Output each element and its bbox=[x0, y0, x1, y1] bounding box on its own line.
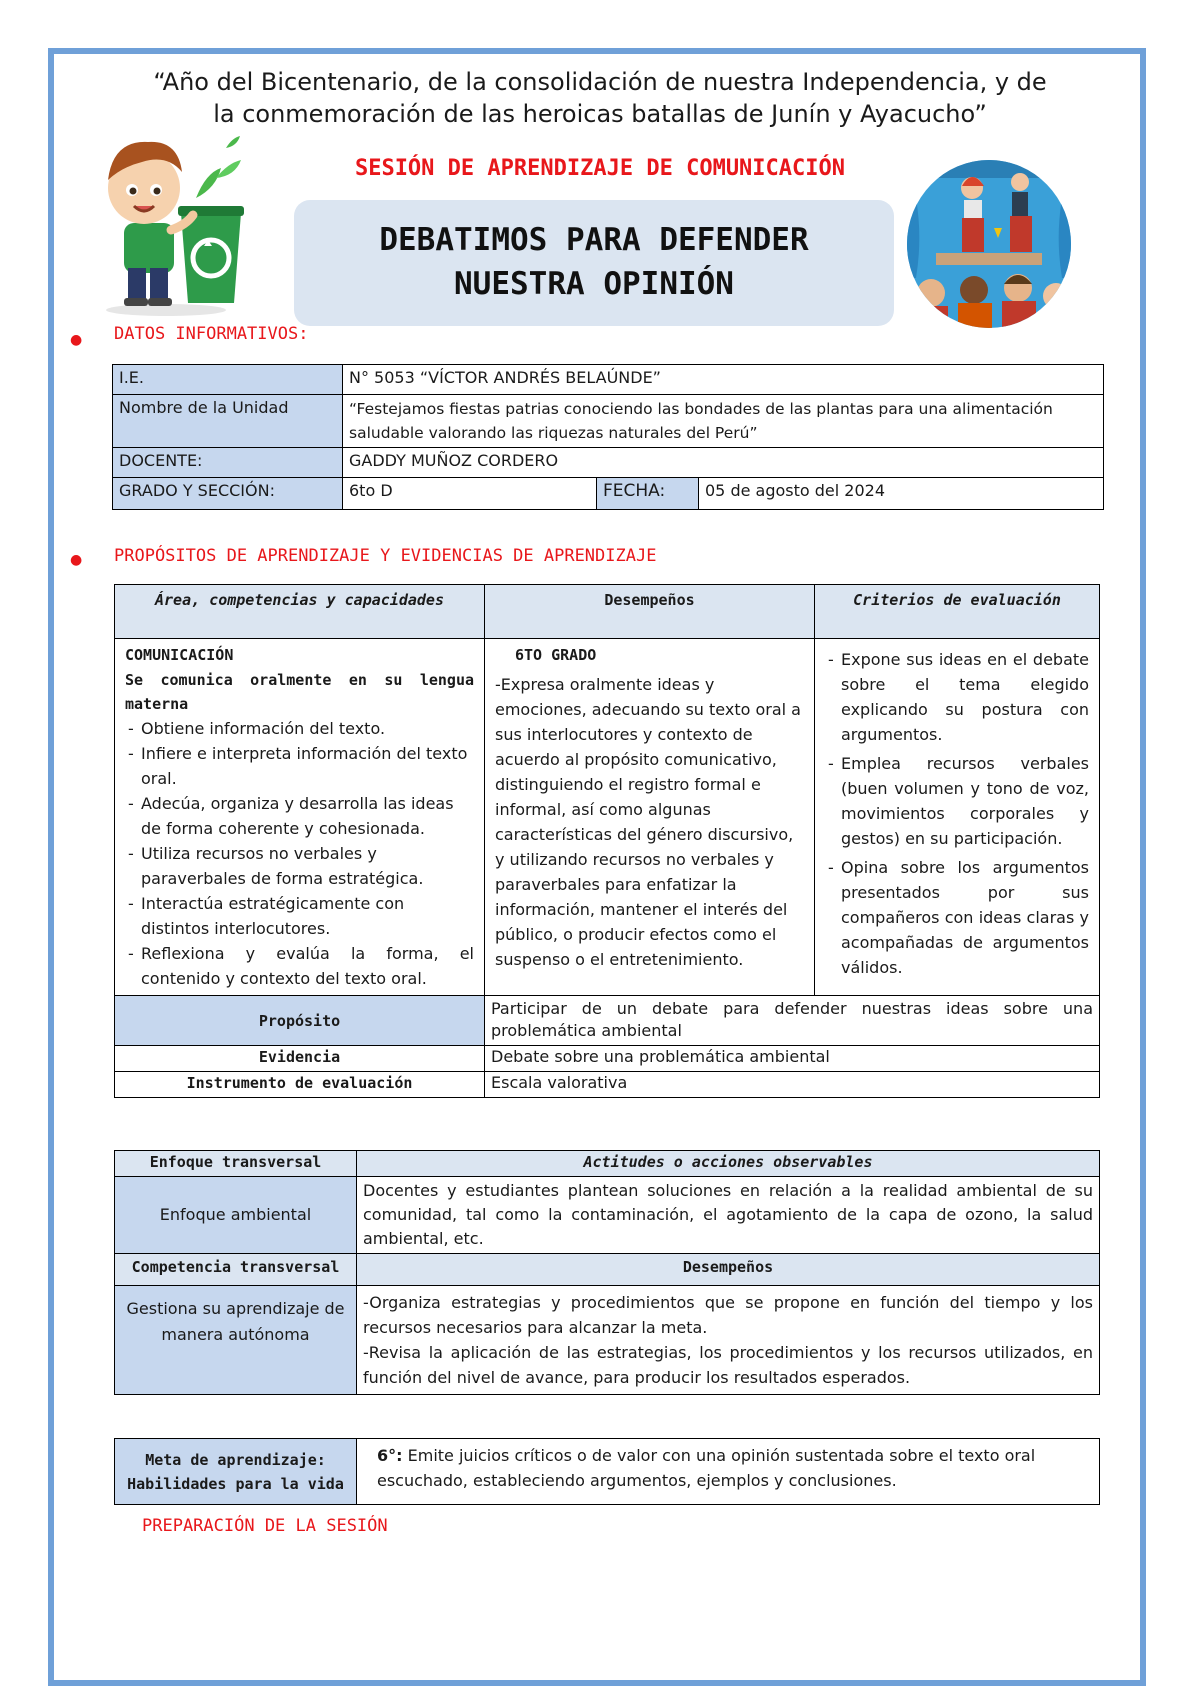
motto-line-2: la conmemoración de las heroicas batallas de Junín y Ayacucho” bbox=[213, 100, 987, 128]
unidad-label: Nombre de la Unidad bbox=[113, 395, 343, 448]
section-datos-informativos: DATOS INFORMATIVOS: bbox=[114, 324, 309, 344]
section-propositos: PROPÓSITOS DE APRENDIZAJE Y EVIDENCIAS DE APRENDIZAJE bbox=[114, 546, 657, 566]
competencia: Se comunica oralmente en su lengua materna bbox=[125, 671, 474, 713]
capacidad-item: - Obtiene información del texto. bbox=[141, 716, 474, 741]
area-cell bbox=[115, 639, 485, 996]
header-enfoque: Enfoque transversal bbox=[115, 1151, 357, 1177]
enfoque-value: Docentes y estudiantes plantean soluciones en relación a la realidad ambiental de su comunidad, tal como la contaminación, el agotamiento de la capa de ozono, la salud ambiental, etc. bbox=[357, 1177, 1100, 1254]
proposito-value: Participar de un debate para defender nuestras ideas sobre una problemática ambiental bbox=[485, 996, 1100, 1046]
header-competencia-transversal: Competencia transversal bbox=[115, 1254, 357, 1286]
enfoque-table bbox=[114, 1150, 1100, 1395]
criterio-item: - Expone sus ideas en el debate sobre el tema elegido explicando su postura con argumentos. bbox=[841, 647, 1089, 747]
main-title-line-1: DEBATIMOS PARA DEFENDER bbox=[379, 222, 809, 258]
criterios-cell bbox=[815, 639, 1100, 996]
criterio-item: - Opina sobre los argumentos presentados por sus compañeros con ideas claras y acompañadas de argumentos válidos. bbox=[841, 855, 1089, 980]
year-motto bbox=[140, 66, 1060, 130]
propositos-table bbox=[114, 584, 1100, 1098]
main-title-box bbox=[294, 200, 894, 326]
fecha-label: FECHA: bbox=[597, 478, 699, 510]
debate-illustration bbox=[906, 158, 1072, 330]
grado-label: GRADO Y SECCIÓN: bbox=[113, 478, 343, 510]
grado-heading: 6TO GRADO bbox=[515, 646, 597, 664]
grado-value: 6to D bbox=[343, 478, 597, 510]
capacidad-item: - Infiere e interpreta información del texto oral. bbox=[141, 741, 474, 791]
capacidad-item: - Adecúa, organiza y desarrolla las ideas de forma coherente y cohesionada. bbox=[141, 791, 474, 841]
desempeno-text: -Expresa oralmente ideas y emociones, adecuando su texto oral a sus interlocutores y contexto de acuerdo al propósito comunicativo, distinguiendo el registro formal e informal, así como algunas características del género discursivo, y utilizando recursos no verbales y paraverbales para enfatizar la información, mantener el interés del público, o producir efectos como el suspenso o el entretenimiento. bbox=[495, 675, 801, 969]
docente-label: DOCENTE: bbox=[113, 448, 343, 478]
session-title: SESIÓN DE APRENDIZAJE DE COMUNICACIÓN bbox=[354, 156, 846, 181]
header-actitudes: Actitudes o acciones observables bbox=[357, 1151, 1100, 1177]
meta-label: Meta de aprendizaje: Habilidades para la vida bbox=[115, 1439, 357, 1505]
bullet-datos: ● bbox=[70, 332, 83, 348]
competencia-desempenos bbox=[357, 1286, 1100, 1395]
header-desempenos-2: Desempeños bbox=[357, 1254, 1100, 1286]
enfoque-name: Enfoque ambiental bbox=[115, 1177, 357, 1254]
header-criterios: Criterios de evaluación bbox=[815, 585, 1100, 639]
criterios-list bbox=[825, 647, 1089, 980]
fecha-value: 05 de agosto del 2024 bbox=[699, 478, 1104, 510]
competencia-desempeno-1: -Organiza estrategias y procedimientos que se propone en función del tiempo y los recursos necesarios para alcanzar la meta. bbox=[363, 1293, 1093, 1337]
instrumento-label: Instrumento de evaluación bbox=[115, 1072, 485, 1098]
capacidades-list bbox=[125, 716, 474, 991]
area-name: COMUNICACIÓN bbox=[125, 646, 234, 664]
criterio-item: - Emplea recursos verbales (buen volumen y tono de voz, movimientos corporales y gestos) en su participación. bbox=[841, 751, 1089, 851]
ie-value: N° 5053 “VÍCTOR ANDRÉS BELAÚNDE” bbox=[343, 365, 1104, 395]
competencia-desempeno-2: -Revisa la aplicación de las estrategias, los procedimientos y los recursos utilizados, en función del nivel de avance, para producir los resultados esperados. bbox=[363, 1343, 1093, 1387]
proposito-label: Propósito bbox=[115, 996, 485, 1046]
meta-text: Emite juicios críticos o de valor con una opinión sustentada sobre el texto oral escuchado, estableciendo argumentos, ejemplos y conclusiones. bbox=[377, 1446, 1036, 1490]
ie-label: I.E. bbox=[113, 365, 343, 395]
header-area: Área, competencias y capacidades bbox=[115, 585, 485, 639]
section-preparacion: PREPARACIÓN DE LA SESIÓN bbox=[142, 1516, 388, 1536]
evidencia-label: Evidencia bbox=[115, 1046, 485, 1072]
bullet-propositos: ● bbox=[70, 552, 83, 568]
header-desempenos: Desempeños bbox=[485, 585, 815, 639]
info-table bbox=[112, 364, 1104, 510]
main-title-line-2: NUESTRA OPINIÓN bbox=[454, 266, 734, 302]
meta-value bbox=[357, 1439, 1100, 1505]
capacidad-item: - Utiliza recursos no verbales y paraverbales de forma estratégica. bbox=[141, 841, 474, 891]
desempeno-cell bbox=[485, 639, 815, 996]
competencia-name: Gestiona su aprendizaje de manera autónoma bbox=[115, 1286, 357, 1395]
capacidad-item: - Reflexiona y evalúa la forma, el contenido y contexto del texto oral. bbox=[141, 941, 474, 991]
motto-line-1: “Año del Bicentenario, de la consolidación de nuestra Independencia, y de bbox=[153, 68, 1047, 96]
boy-recycling-illustration bbox=[86, 118, 256, 318]
evidencia-value: Debate sobre una problemática ambiental bbox=[485, 1046, 1100, 1072]
meta-prefix: 6°: bbox=[377, 1446, 403, 1465]
meta-table bbox=[114, 1438, 1100, 1505]
instrumento-value: Escala valorativa bbox=[485, 1072, 1100, 1098]
unidad-value: “Festejamos fiestas patrias conociendo las bondades de las plantas para una alimentación saludable valorando las riquezas naturales del Perú” bbox=[343, 395, 1104, 448]
capacidad-item: - Interactúa estratégicamente con distintos interlocutores. bbox=[141, 891, 474, 941]
docente-value: GADDY MUÑOZ CORDERO bbox=[343, 448, 1104, 478]
